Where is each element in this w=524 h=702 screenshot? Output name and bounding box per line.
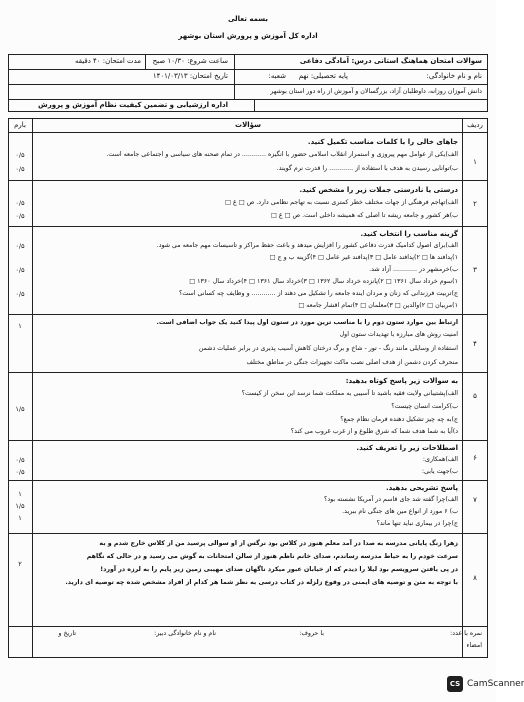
score: ۲: [18, 560, 22, 568]
row-header: ردیف: [467, 121, 483, 129]
question-text: به سوالات زیر پاسخ کوتاه بدهید:: [345, 377, 458, 385]
camscanner-brand: CamScanner: [467, 679, 524, 689]
question-number: ۱: [473, 158, 477, 166]
score: ۰/۵: [15, 242, 25, 250]
question-text: ب)هر کشور و جامعه ریشه تا اصلی که همیشه داخلی است. ص □ غ □: [270, 212, 458, 219]
score: ۰/۵: [15, 266, 25, 274]
score-numeric: نمره با عدد:: [450, 630, 482, 637]
score: ۰/۵: [15, 290, 25, 298]
student-name: نام و نام خانوادگی:: [426, 72, 482, 80]
question-text: درستی یا نادرستی جملات زیر را مشخص کنید.: [299, 186, 458, 194]
question-number: ۷: [473, 496, 477, 504]
branch: شعبه:: [268, 72, 286, 80]
score: ۱/۵: [15, 502, 25, 510]
question-number: ۳: [473, 266, 477, 274]
score: ۰/۵: [15, 456, 25, 464]
question-text: ب)جهت یابی:: [421, 468, 458, 475]
question-number: ۸: [473, 574, 477, 582]
score: ۱: [18, 514, 22, 522]
signature-label: امضاء: [466, 642, 482, 649]
question-options: ۱)سوم خرداد سال ۱۳۶۱ □ ۲)پانزده خرداد سال ۱۳۶۲ □ ۳)خرداد سال ۱۳۶۱ □ ۴)خرداد سال ۱۳۶۰ □: [189, 278, 458, 285]
question-text: در پی یافتن سرویسم بود لیلا را دیدم که از خیابان عبور میکرد ناگهان صدای مهیبی زمین زیر پایم را به لرزه در آورد!: [100, 566, 458, 573]
score: ۱: [18, 490, 22, 498]
question-options: ۱)مربیان □ ۲)والدین □ ۳)معلمان □ ۴)تمام اقشار جامعه □: [298, 302, 458, 309]
question-text: الف)چرا گفته شد جای قاسم در آمریکا نشسته بود؟: [324, 496, 458, 503]
question-number: ۲: [473, 200, 477, 208]
question-text: الف)همکاری:: [422, 456, 458, 463]
score: ۰/۵: [15, 468, 25, 476]
question-text: ب)توانایی رسیدن به هدف با استفاده از ............ را قدرت نرم گویند.: [276, 165, 458, 172]
question-number: ۶: [473, 454, 477, 462]
question-text: امنیت روش های مبارزه با تهدیدات ستون اول: [339, 331, 458, 338]
question-text: ج)چرا در بیماری نباید تنها ماند؟: [376, 520, 458, 527]
question-text: الف)برای اصول کدامیک قدرت دفاعی کشور را افزایش میدهد و باعث حفظ مراکز و تاسیسات مهم جامعه می شود.: [156, 242, 458, 249]
question-text: زهرا زنگ پایانی مدرسه به صدا در آمد معلم هنوز در کلاس بود نرگس از او سوالی پرسید من از کلاس خارج شدم و به: [99, 540, 458, 547]
question-text: پاسخ تشریحی بدهید.: [385, 484, 458, 492]
question-text: الف)تهاجم فرهنگی از جهات مختلف خطر کمتری نسبت به تهاجم نظامی دارد. ص □ غ □: [225, 199, 458, 206]
score-words: با حروف:: [299, 630, 324, 637]
score: ۱/۵: [15, 405, 25, 413]
question-text: ب) ۶ مورد از انواع مین های جنگی نام ببرید.: [342, 508, 458, 515]
office: اداره ارزشیابی و تضمین کیفیت نظام آموزش و پرورش: [38, 101, 228, 109]
notice: دانش آموزان روزانه، داوطلبان آزاد، بزرگسالان و آموزش از راه دور استان بوشهر: [270, 88, 482, 95]
question-options: ۱)پدافند ها □ ۲)پدافند عامل □ ۳)پدافند غیر عامل □ ۴)گزینه ب و ج □: [269, 254, 458, 261]
question-text: ب)خرمشهر در ............ آزاد شد.: [369, 266, 458, 273]
org-title: اداره کل آموزش و پرورش استان بوشهر: [178, 32, 318, 40]
question-text: الف)یکی از عوامل مهم پیروزی و استمرار انقلاب اسلامی حضور با انگیزه ............ در تمام صحنه های سیاسی و اجتماعی جامعه است.: [106, 151, 458, 158]
question-text: منحرف کردن دشمن از هدف اصلی نصب ماکت تجهیزات جنگی در مناطق مختلف: [246, 359, 458, 366]
question-text: ب)کرامت انسان چیست؟: [391, 403, 458, 410]
duration: مدت امتحان: ۴۰ دقیقه: [74, 57, 141, 65]
question-number: ۴: [473, 340, 477, 348]
question-text: ج)به چه چیز تشکیل دهنده فرمان نظام جمع؟: [340, 416, 458, 423]
score-header: بارم: [14, 121, 26, 129]
question-text: الف)پشتیبانی ولایت فقیه باشید تا آسیبی به مملکت شما نرسد این سخن از کیست؟: [241, 390, 458, 397]
camscanner-icon: CS: [447, 676, 463, 692]
teacher-name: نام و نام خانوادگی دبیر:: [154, 630, 216, 637]
score: ۱: [18, 322, 22, 330]
exam-title: سوالات امتحان هماهنگ استانی درس: آمادگی دفاعی: [299, 57, 482, 65]
basmala: بسمه تعالی: [227, 15, 269, 23]
question-number: ۵: [473, 392, 477, 400]
question-text: د)آیا به شما هدف شما که شرق طلوع و از غرب غروب می کند؟: [290, 428, 458, 435]
date-sign: تاریخ و: [58, 630, 76, 637]
question-text: سرعت خودم را به حیاط مدرسه رساندم، صدای خانم ناظم هنوز از سالن امتحانات به گوش می رسید و در حالی که نگاهم: [86, 553, 458, 560]
question-text: جاهای خالی را با کلمات مناسب تکمیل کنید.: [307, 138, 458, 146]
question-text: استفاده از وسایلی مانند رنگ - تور - شاخ و برگ درختان کاهش آسیب پذیری در برابر عملیات دشمن: [198, 345, 458, 352]
question-text: ارتباط بین موارد ستون دوم را با مناسب ترین مورد در ستون اول پیدا کنید یک جواب اضافی است.: [156, 319, 458, 326]
score: ۰/۵: [15, 199, 25, 207]
grade: پایه تحصیلی: نهم: [298, 72, 348, 80]
score: ۰/۵: [15, 151, 25, 159]
start-time: ساعت شروع: ۱۰/۳۰ صبح: [152, 57, 228, 65]
question-text: ج)تربیت فرزندانی که زنان و مردان اینده جامعه را تشکیل می دهند از ............ و وظایف چه کسانی است؟: [178, 290, 458, 297]
question-text: اصطلاحات زیر را تعریف کنید.: [356, 444, 458, 452]
question-text: با توجه به متن و توصیه های ایمنی در وقوع زلزله در کتاب درسی به نظر شما هر کدام از افراد مشخص شده چه توصیه ای دارید.: [65, 579, 458, 586]
score: ۰/۵: [15, 212, 25, 220]
exam-date: تاریخ امتحان: ۱۴۰۱/۰۳/۱۳: [152, 72, 228, 80]
score: ۰/۵: [15, 165, 25, 173]
question-text: گزینه مناسب را انتخاب کنید.: [360, 230, 458, 238]
questions-header: سؤالات: [235, 121, 261, 129]
